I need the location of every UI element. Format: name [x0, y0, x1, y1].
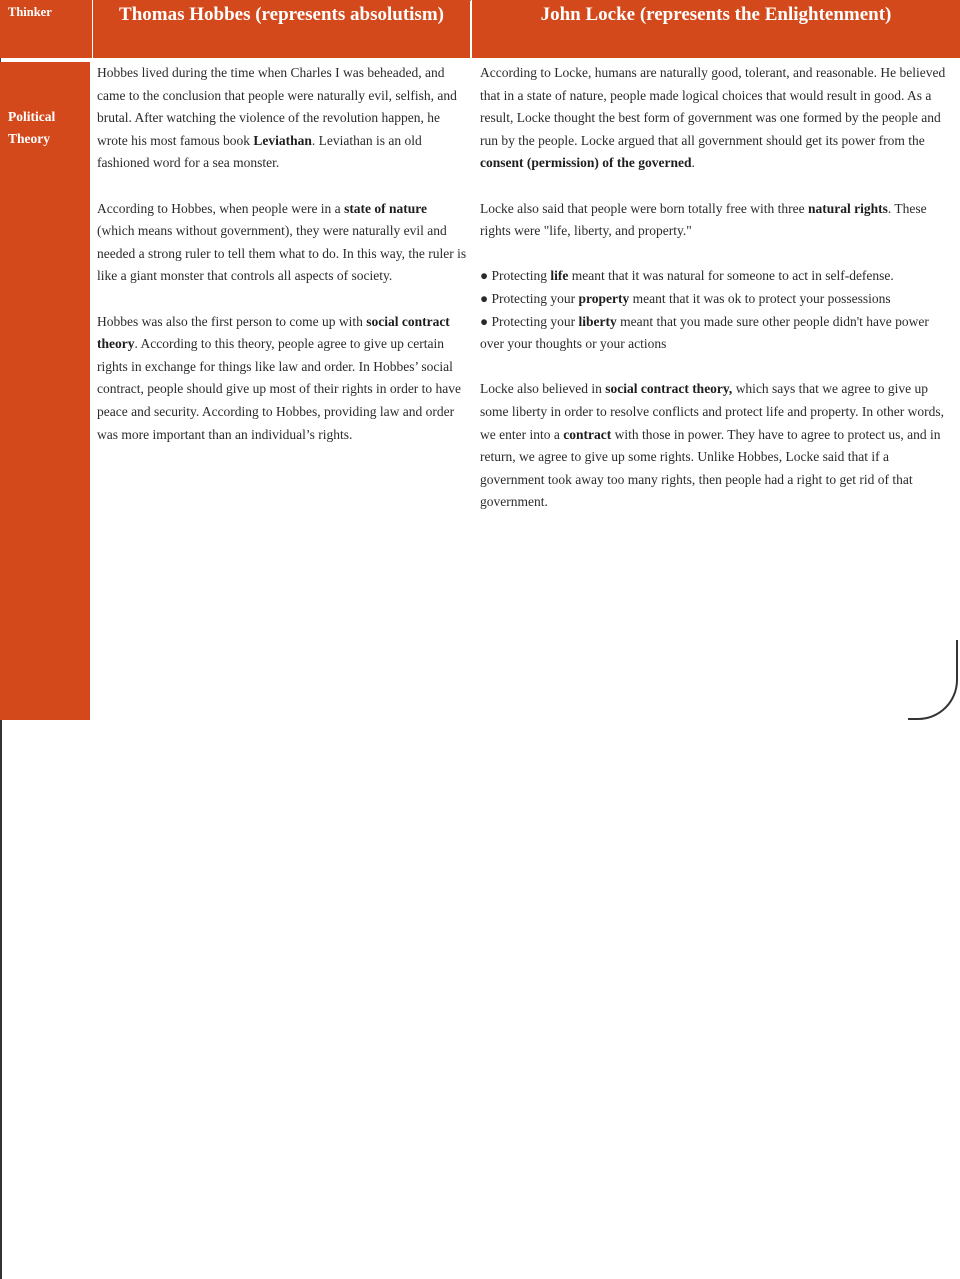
header-thinker: Thinker — [0, 0, 92, 58]
hobbes-paragraph-1: Hobbes lived during the time when Charles I was beheaded, and came to the conclusion that people were naturally evil, selfish, and brutal. After watching the violence of the revolution happen, he wrote his most famous book Leviathan. Leviathan is an old fashioned word for a sea monster. — [97, 65, 457, 171]
hobbes-paragraph-2: According to Hobbes, when people were in a state of nature (which means without government), they were naturally evil and needed a strong ruler to tell them what to do. In this way, the ruler is like a giant monster that controls all aspects of society. — [97, 200, 467, 284]
keyword-social-contract-locke: social contract theory, — [605, 381, 733, 397]
locke-bullet-liberty: ● Protecting your liberty meant that you made sure other people didn't have power over your thoughts or your actions — [480, 313, 929, 352]
row-label-political-theory: Political Theory — [0, 62, 90, 720]
locke-bullet-life: ● Protecting life meant that it was natural for someone to act in self-defense. — [480, 268, 894, 284]
bullet-icon: ● — [480, 313, 489, 329]
hobbes-cell — [97, 62, 467, 469]
bullet-icon: ● — [480, 290, 489, 306]
hobbes-paragraph-3: Hobbes was also the first person to come up with social contract theory. According to this theory, people agree to give up certain rights in exchange for things like law and order. In Hobbes’ social contract, people should give up most of their rights in order to have peace and security. According to Hobbes, providing law and order was more important than an individual’s rights. — [97, 313, 462, 442]
keyword-leviathan: Leviathan — [253, 132, 312, 148]
locke-paragraph-4: Locke also believed in social contract theory, which says that we agree to give up some liberty in order to resolve conflicts and protect life and property. In other words, we enter into a contract with those in power. They have to agree to protect us, and in return, we agree to give up some rights. Unlike Hobbes, Locke said that if a government took away too many rights, then people had a right to get rid of that government. — [480, 381, 944, 510]
keyword-consent: consent (permission) of the governed — [480, 155, 692, 171]
header-hobbes: Thomas Hobbes (represents absolutism) — [93, 0, 470, 58]
right-border — [0, 659, 2, 1279]
locke-cell — [480, 62, 952, 536]
keyword-state-of-nature: state of nature — [344, 200, 428, 216]
header-locke: John Locke (represents the Enlightenment) — [472, 0, 960, 58]
locke-paragraph-1: According to Locke, humans are naturally good, tolerant, and reasonable. He believed that in a state of nature, people made logical choices that would result in good. As a result, Locke thought the best form of government was one formed by the people and run by the people. Locke argued that all government should get its power from the consent (permission) of the governed. — [480, 65, 946, 171]
keyword-contract: contract — [563, 426, 612, 442]
corner-curve — [908, 640, 958, 720]
keyword-natural-rights: natural rights — [808, 200, 888, 216]
keyword-social-contract: social contract theory — [97, 313, 450, 352]
locke-paragraph-2: Locke also said that people were born totally free with three natural rights. These rights were "life, liberty, and property." — [480, 200, 927, 239]
bullet-icon: ● — [480, 268, 489, 284]
locke-bullet-property: ● Protecting your property meant that it was ok to protect your possessions — [480, 290, 891, 306]
